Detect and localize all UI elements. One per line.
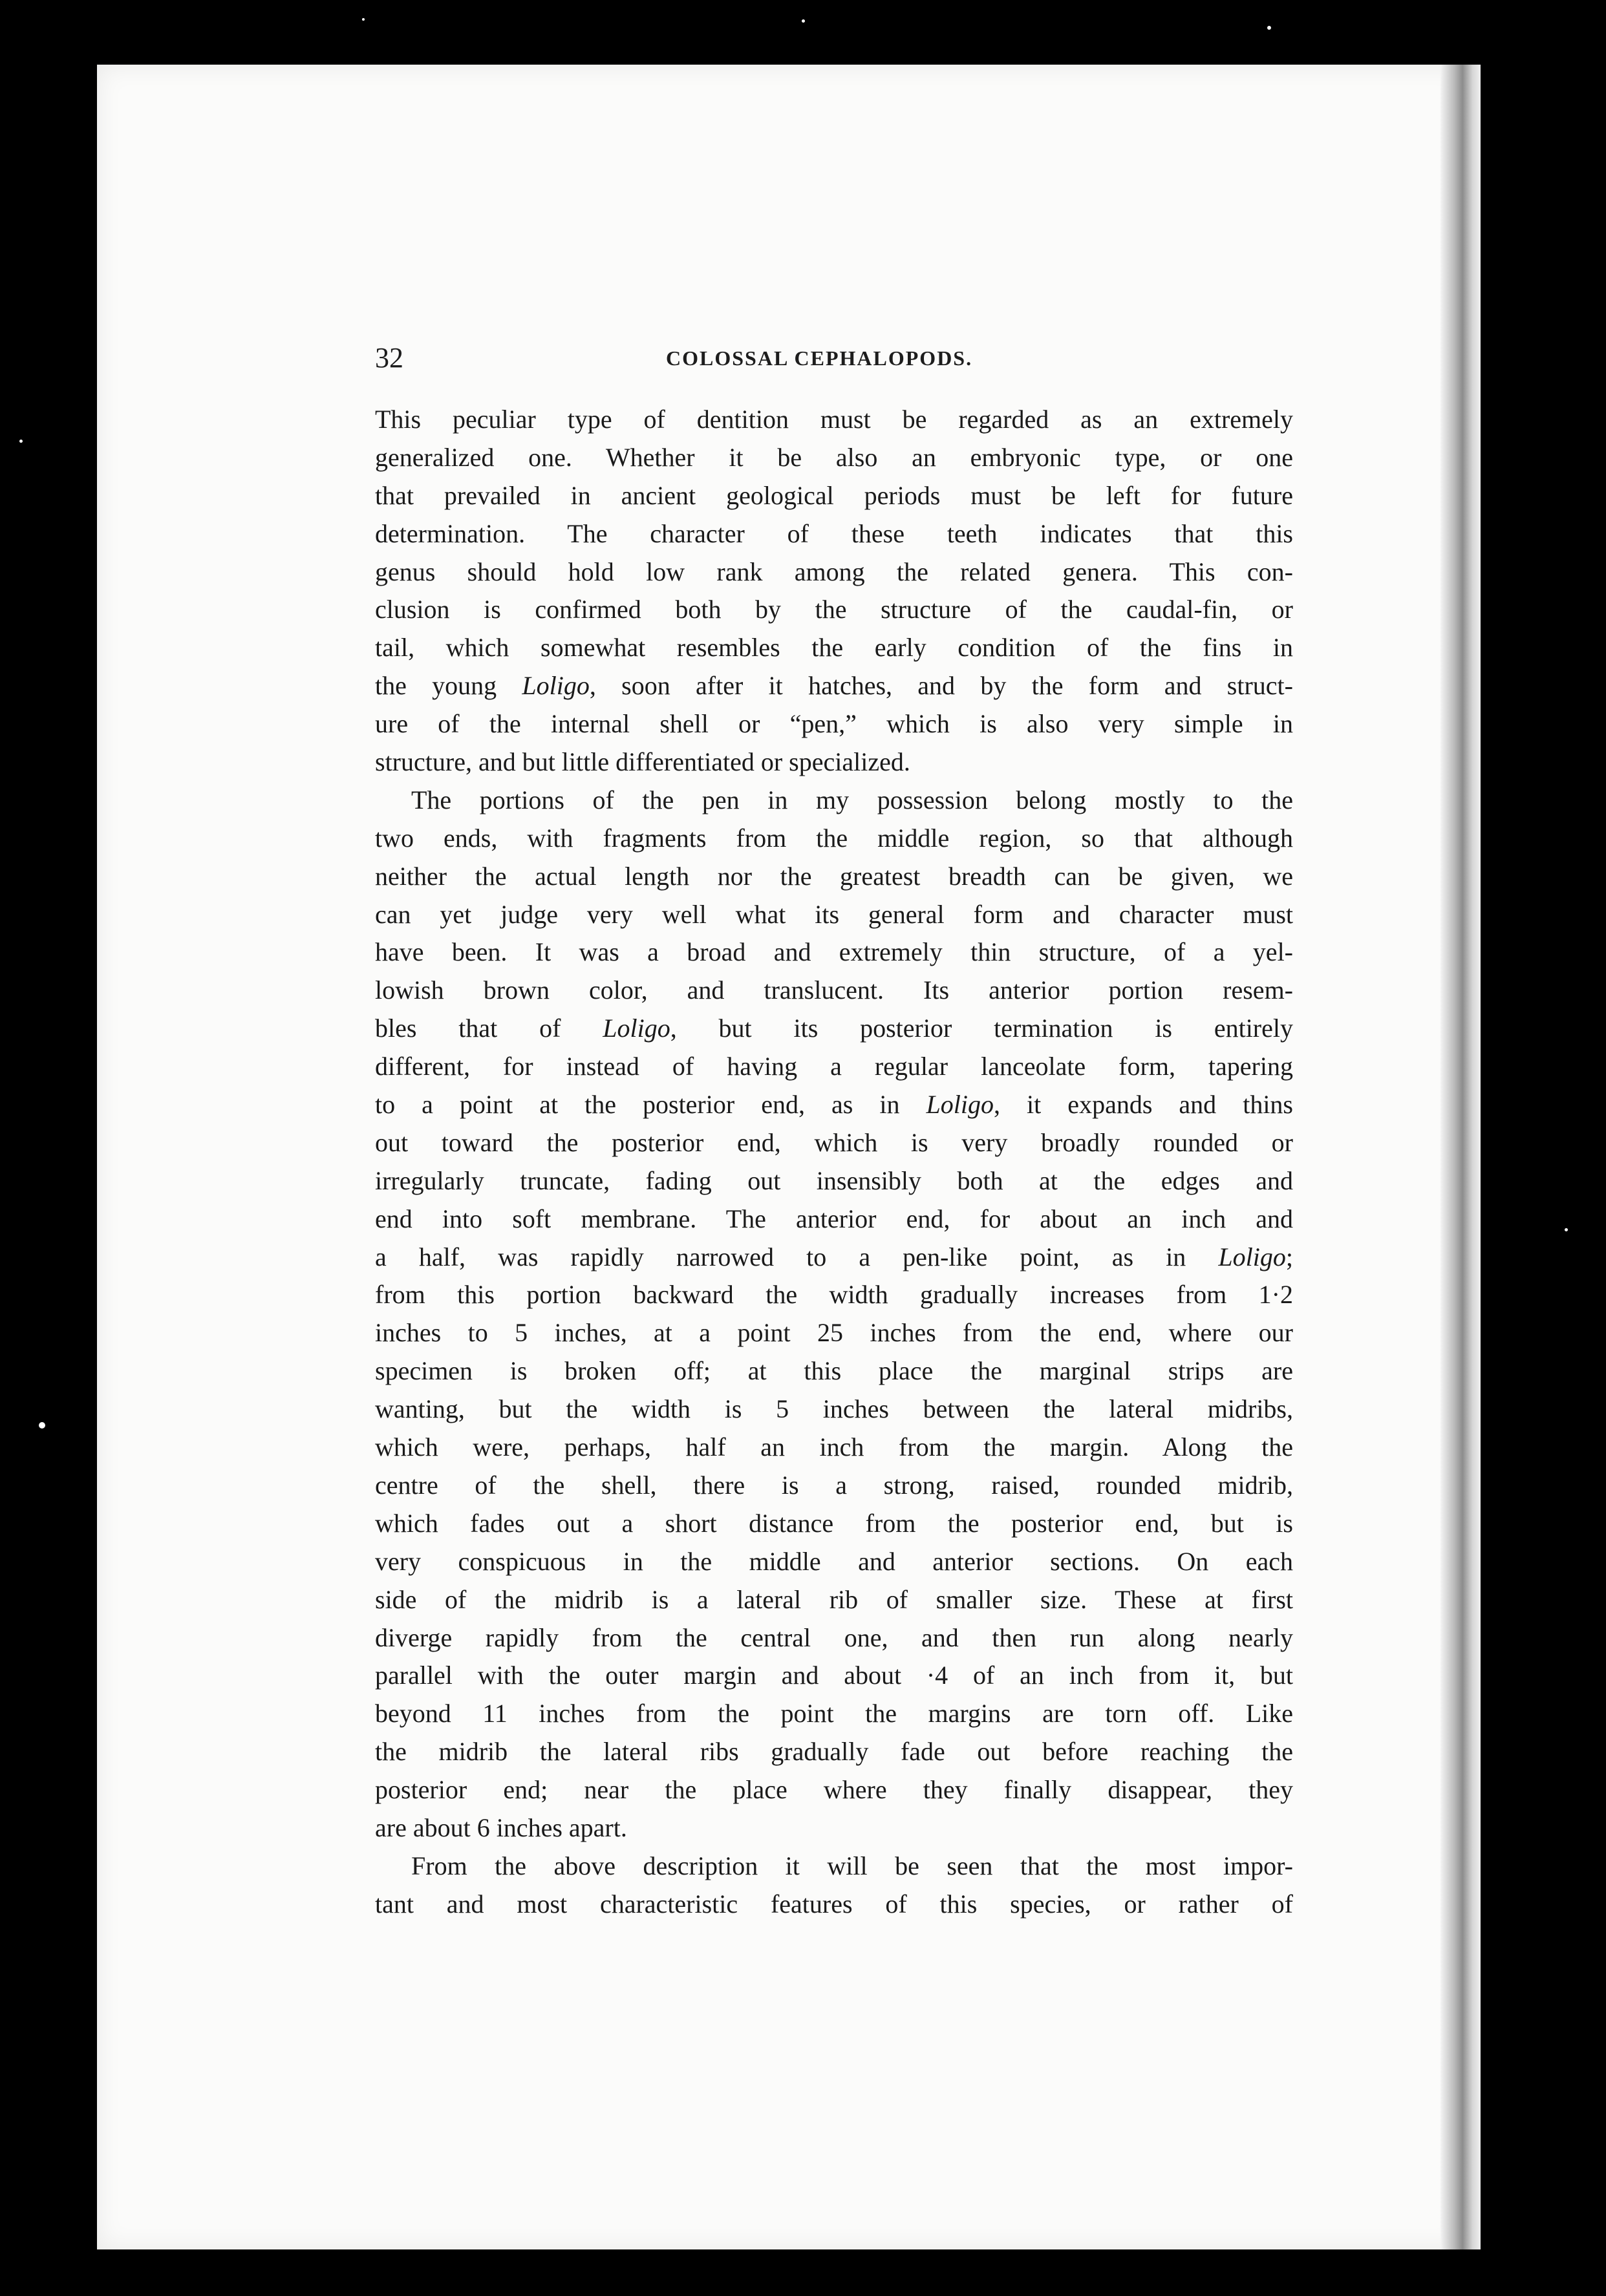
text-line: irregularly truncate, fading out insensibly both at the edges and [375, 1165, 1293, 1195]
running-head: COLOSSAL CEPHALOPODS. [666, 346, 973, 370]
text-line: From the above description it will be seen that the most impor- [411, 1851, 1293, 1880]
text-line: parallel with the outer margin and about ·4 of an inch from it, but [375, 1661, 1293, 1690]
text-line: to a point at the posterior end, as in Loligo, it expands and thins [375, 1090, 1293, 1120]
scan-speck [802, 19, 805, 23]
text-line: that prevailed in ancient geological periods must be left for future [375, 480, 1293, 510]
text-line: beyond 11 inches from the point the margins are torn off. Like [375, 1699, 1293, 1728]
text-line: which fades out a short distance from the posterior end, but is [375, 1508, 1293, 1538]
text-line: bles that of Loligo, but its posterior termination is entirely [375, 1014, 1293, 1043]
page-number: 32 [375, 342, 403, 374]
text-line: out toward the posterior end, which is very broadly rounded or [375, 1127, 1293, 1157]
text-line: specimen is broken off; at this place the marginal strips are [375, 1356, 1293, 1386]
scan-speck [39, 1422, 45, 1429]
text-line: centre of the shell, there is a strong, raised, rounded midrib, [375, 1470, 1293, 1500]
body-text [375, 401, 1293, 1924]
text-line: a half, was rapidly narrowed to a pen-like point, as in Loligo; [375, 1242, 1293, 1271]
text-line: the midrib the lateral ribs gradually fade out before reaching the [375, 1737, 1293, 1767]
text-line: wanting, but the width is 5 inches between the lateral midribs, [375, 1394, 1293, 1424]
text-line: have been. It was a broad and extremely thin structure, of a yel- [375, 937, 1293, 967]
text-line: diverge rapidly from the central one, and then run along nearly [375, 1622, 1293, 1652]
text-line: posterior end; near the place where they finally disappear, they [375, 1775, 1293, 1805]
text-line: which were, perhaps, half an inch from the margin. Along the [375, 1432, 1293, 1462]
text-line: tail, which somewhat resembles the early condition of the fins in [375, 633, 1293, 663]
text-line: two ends, with fragments from the middle region, so that although [375, 823, 1293, 853]
text-line: different, for instead of having a regular lanceolate form, tapering [375, 1052, 1293, 1081]
text-line: the young Loligo, soon after it hatches, and by the form and struct- [375, 671, 1293, 701]
text-line: tant and most characteristic features of this species, or rather of [375, 1889, 1293, 1919]
text-line: ure of the internal shell or “pen,” which is also very simple in [375, 709, 1293, 739]
text-line: neither the actual length nor the greatest breadth can be given, we [375, 861, 1293, 891]
text-line: determination. The character of these teeth indicates that this [375, 518, 1293, 548]
text-line: inches to 5 inches, at a point 25 inches from the end, where our [375, 1318, 1293, 1348]
text-line: from this portion backward the width gradually increases from 1·2 [375, 1280, 1293, 1310]
scan-speck [362, 18, 365, 21]
text-line: lowish brown color, and translucent. Its anterior portion resem- [375, 975, 1293, 1005]
scan-speck [19, 440, 23, 443]
page-gutter-shadow [1440, 65, 1481, 2249]
text-line: side of the midrib is a lateral rib of smaller size. These at first [375, 1584, 1293, 1614]
scan-speck [1565, 1228, 1568, 1231]
page-outer-edge [1481, 65, 1487, 2249]
text-line: can yet judge very well what its general form and character must [375, 899, 1293, 929]
text-line: This peculiar type of dentition must be regarded as an extremely [375, 405, 1293, 434]
text-line: The portions of the pen in my possession belong mostly to the [411, 785, 1293, 814]
text-line: structure, and but little differentiated or specialized. [375, 747, 910, 777]
text-line: clusion is confirmed both by the structure of the caudal-fin, or [375, 595, 1293, 624]
text-line: genus should hold low rank among the related genera. This con- [375, 557, 1293, 586]
scan-speck [1267, 26, 1271, 30]
page-header [375, 341, 1293, 380]
text-line: are about 6 inches apart. [375, 1812, 627, 1842]
text-line: end into soft membrane. The anterior end, for about an inch and [375, 1204, 1293, 1233]
text-line: very conspicuous in the middle and anterior sections. On each [375, 1546, 1293, 1576]
text-line: generalized one. Whether it be also an embryonic type, or one [375, 442, 1293, 472]
